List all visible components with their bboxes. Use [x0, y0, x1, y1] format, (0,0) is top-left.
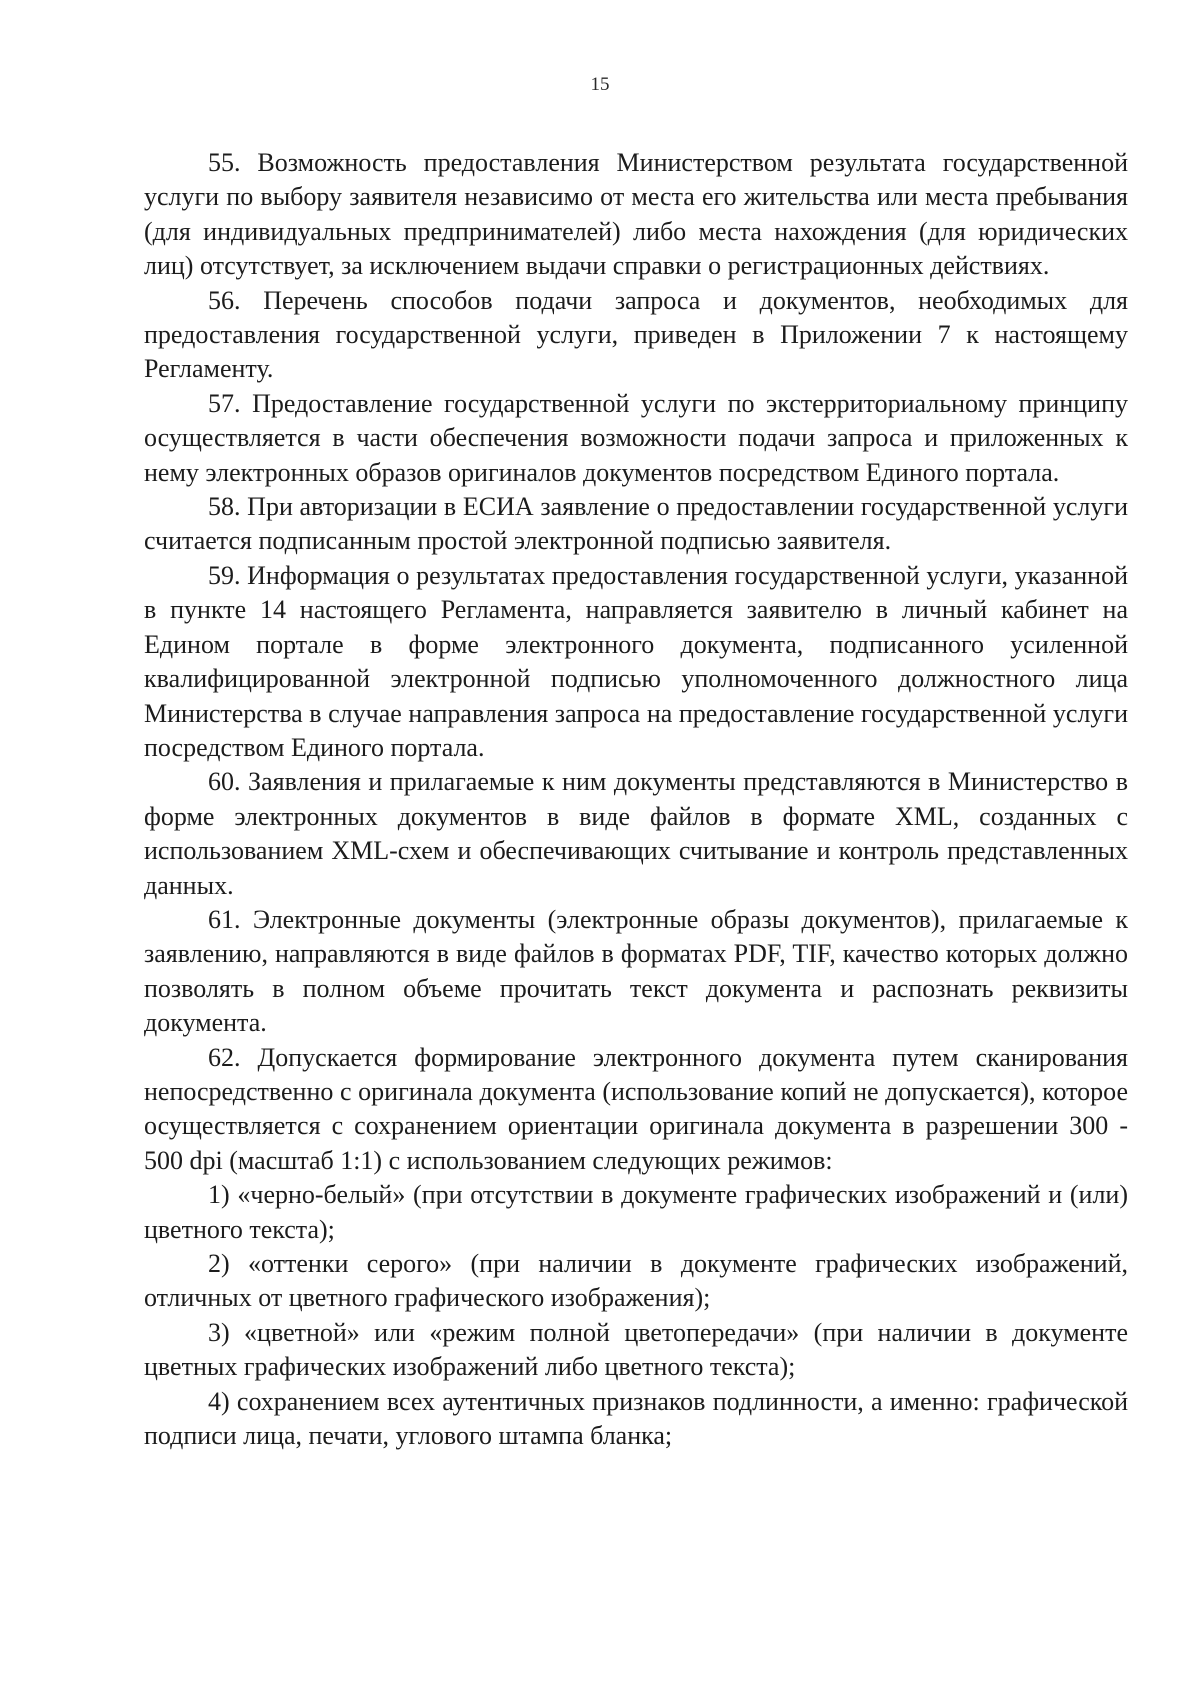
list-item-4: 4) сохранением всех аутентичных признаков подлинности, а именно: графической подписи лица, печати, углового штампа бланка;: [144, 1386, 1128, 1451]
paragraph-55: 55. Возможность предоставления Министерством результата государственной услуги по выбору заявителя независимо от места его жительства или места пребывания (для индивидуальных предпринимателей) либо места нахождения (для юридических лиц) отсутствует, за исключением выдачи справки о регистрационных действиях.: [144, 148, 1128, 281]
paragraph-62: 62. Допускается формирование электронного документа путем сканирования непосредственно с оригинала документа (использование копий не допускается), которое осуществляется с сохранением ориентации оригинала документа в разрешении 300 - 500 dpi (масштаб 1:1) с использованием следующих режимов:: [144, 1042, 1128, 1175]
list-item-3: 3) «цветной» или «режим полной цветопередачи» (при наличии в документе цветных графических изображений либо цветного текста);: [144, 1317, 1128, 1382]
document-body: [144, 146, 1128, 1453]
paragraph-58: 58. При авторизации в ЕСИА заявление о предоставлении государственной услуги считается подписанным простой электронной подписью заявителя.: [144, 492, 1128, 556]
list-item-2: 2) «оттенки серого» (при наличии в документе графических изображений, отличных от цветного графического изображения);: [144, 1249, 1128, 1313]
list-item-1: 1) «черно-белый» (при отсутствии в документе графических изображений и (или) цветного текста);: [144, 1180, 1128, 1244]
paragraph-60: 60. Заявления и прилагаемые к ним документы представляются в Министерство в форме электронных документов в виде файлов в формате XML, созданных с использованием XML-схем и обеспечивающих считывание и контроль представленных данных.: [144, 767, 1128, 900]
page-number: 15: [590, 74, 610, 95]
paragraph-61: 61. Электронные документы (электронные образы документов), прилагаемые к заявлению, направляются в виде файлов в форматах PDF, TIF, качество которых должно позволять в полном объеме прочитать текст документа и распознать реквизиты документа.: [144, 904, 1128, 1038]
paragraph-59: 59. Информация о результатах предоставления государственной услуги, указанной в пункте 14 настоящего Регламента, направляется заявителю в личный кабинет на Едином портале в форме электронного документа, подписанного усиленной квалифицированной электронной подписью уполномоченного должностного лица Министерства в случае направления запроса на предоставление государственной услуги посредством Единого портала.: [144, 560, 1128, 762]
paragraph-57: 57. Предоставление государственной услуги по экстерриториальному принципу осуществляется в части обеспечения возможности подачи запроса и приложенных к нему электронных образов оригиналов документов посредством Единого портала.: [144, 388, 1128, 487]
paragraph-56: 56. Перечень способов подачи запроса и документов, необходимых для предоставления государственной услуги, приведен в Приложении 7 к настоящему Регламенту.: [144, 285, 1128, 384]
